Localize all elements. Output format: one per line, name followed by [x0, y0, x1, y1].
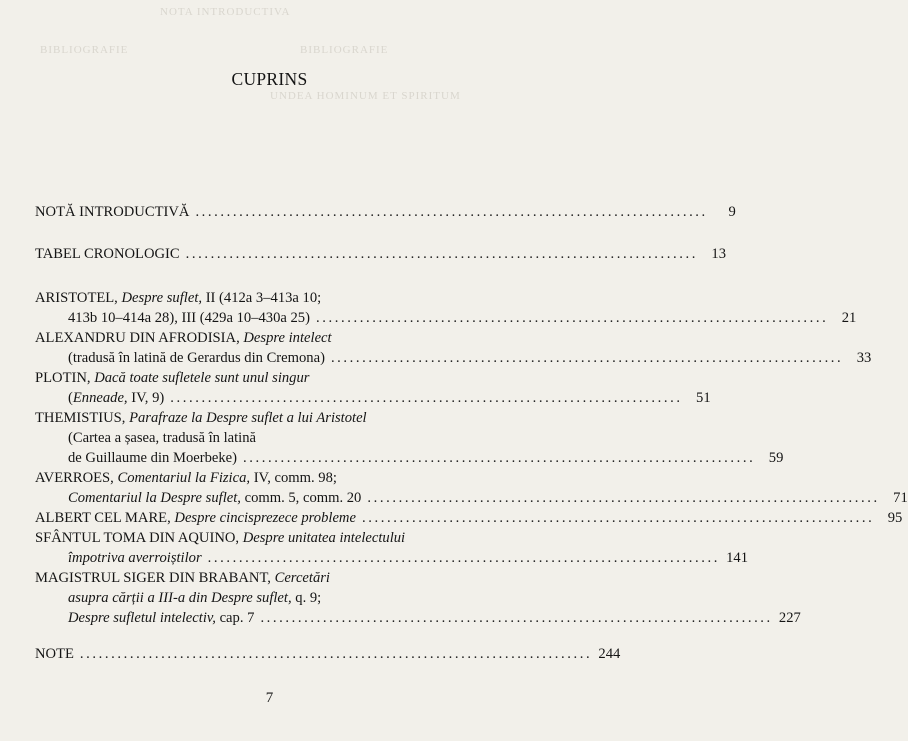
- page-ref: 9: [728, 204, 736, 220]
- page-ref: 33: [856, 350, 872, 366]
- entry-work: Despre suflet,: [121, 290, 203, 306]
- toc-entry-tabel-cronologic[interactable]: [35, 244, 727, 264]
- dot-leader: ..................................................................................: [79, 646, 593, 662]
- entry-details: q. 9;: [295, 590, 322, 606]
- entry-author: SFÂNTUL TOMA DIN AQUINO,: [35, 530, 240, 546]
- entry-details: comm. 5, comm. 20: [244, 490, 362, 506]
- open-paren: (: [68, 390, 73, 406]
- dot-leader: ..................................................................................: [330, 350, 844, 366]
- entry-author: ALEXANDRU DIN AFRODISIA,: [35, 330, 240, 346]
- toc-entry-aristotel-cont[interactable]: [35, 308, 857, 328]
- entry-title: NOTE: [35, 646, 74, 662]
- toc-entry-themistius-cont[interactable]: [35, 428, 499, 448]
- entry-details: IV, 9): [131, 390, 165, 406]
- entry-author: ALBERT CEL MARE,: [35, 510, 171, 526]
- entry-work: Despre cincisprezece probleme: [174, 510, 356, 526]
- toc-entry-plotin[interactable]: [35, 368, 499, 388]
- entry-work: Comentariul la Despre suflet,: [68, 490, 241, 506]
- toc-entry-plotin-cont[interactable]: [35, 388, 711, 408]
- entry-work: Enneade,: [72, 390, 128, 406]
- entry-details: II (412a 3–413a 10;: [205, 290, 322, 306]
- entry-author: PLOTIN,: [35, 370, 91, 386]
- dot-leader: ..................................................................................: [361, 510, 875, 526]
- dot-leader: ..................................................................................: [207, 550, 721, 566]
- toc-entry-themistius[interactable]: [35, 408, 499, 428]
- dot-leader: ..................................................................................: [315, 310, 829, 326]
- entry-work: Comentariul la Fizica,: [117, 470, 251, 486]
- bleed-through-text: BIBLIOGRAFIE: [40, 44, 129, 56]
- dot-leader: ..................................................................................: [170, 390, 683, 406]
- entry-work: Parafraze la Despre suflet a lui Aristotel: [129, 410, 367, 426]
- toc-entry-averroes[interactable]: [35, 468, 499, 488]
- bleed-through-text: BIBLIOGRAFIE: [300, 44, 389, 56]
- page-ref: 227: [778, 610, 801, 626]
- page-ref: 59: [768, 450, 784, 466]
- entry-work: împotriva averroiștilor: [68, 550, 202, 566]
- entry-work: Despre sufletul intelectiv,: [68, 610, 216, 626]
- entry-work: Despre unitatea intelectului: [242, 530, 406, 546]
- toc-entry-albert[interactable]: [35, 508, 903, 528]
- dot-leader: ..................................................................................: [185, 246, 699, 262]
- page-ref: 244: [598, 646, 621, 662]
- toc-entry-nota-introductiva[interactable]: [35, 202, 736, 222]
- entry-details: (Cartea a șasea, tradusă în latină: [68, 430, 257, 446]
- toc-entry-averroes-cont[interactable]: [35, 488, 908, 508]
- page-ref: 95: [887, 510, 903, 526]
- toc-entry-siger-cont[interactable]: [35, 588, 499, 608]
- entry-title: TABEL CRONOLOGIC: [35, 246, 180, 262]
- entry-author: ARISTOTEL,: [35, 290, 118, 306]
- toc-entry-aristotel[interactable]: [35, 288, 499, 308]
- bleed-through-text: UNDEA HOMINUM ET SPIRITUM: [270, 90, 461, 102]
- page-number: 7: [265, 690, 274, 706]
- bleed-through-text: NOTA INTRODUCTIVA: [160, 6, 291, 18]
- entry-details: cap. 7: [219, 610, 255, 626]
- entry-details: (tradusă în latină de Gerardus din Cremona): [68, 350, 325, 366]
- entry-details: de Guillaume din Moerbeke): [68, 450, 237, 466]
- entry-title: NOTĂ INTRODUCTIVĂ: [35, 204, 190, 220]
- entry-author: AVERROES,: [35, 470, 114, 486]
- page-ref: 21: [841, 310, 857, 326]
- page-ref: 51: [696, 390, 711, 406]
- toc-entry-alexandru[interactable]: [35, 328, 499, 348]
- dot-leader: ..................................................................................: [367, 490, 880, 506]
- entry-details: IV, comm. 98;: [253, 470, 337, 486]
- entry-details: 413b 10–414a 28), III (429a 10–430a 25): [68, 310, 310, 326]
- toc-entry-note[interactable]: [35, 644, 621, 664]
- toc-entry-toma-cont[interactable]: [35, 548, 749, 568]
- page-title: CUPRINS: [231, 69, 308, 89]
- toc-entry-siger-cont2[interactable]: [35, 608, 801, 628]
- toc-entry-toma[interactable]: [35, 528, 499, 548]
- toc-entry-alexandru-cont[interactable]: [35, 348, 872, 368]
- toc-entry-siger[interactable]: [35, 568, 499, 588]
- dot-leader: ..................................................................................: [243, 450, 756, 466]
- entry-work: Dacă toate sufletele sunt unul singur: [94, 370, 310, 386]
- page-ref: 13: [711, 246, 727, 262]
- entry-work: Cercetări: [274, 570, 330, 586]
- entry-work: Despre intelect: [243, 330, 332, 346]
- dot-leader: ..................................................................................: [260, 610, 773, 626]
- page-ref: 71: [893, 490, 908, 506]
- toc-entry-themistius-cont2[interactable]: [35, 448, 784, 468]
- page-ref: 141: [726, 550, 749, 566]
- entry-work: asupra cărții a III-a din Despre suflet,: [68, 590, 292, 606]
- entry-author: MAGISTRUL SIGER DIN BRABANT,: [35, 570, 271, 586]
- entry-author: THEMISTIUS,: [35, 410, 126, 426]
- dot-leader: ..................................................................................: [195, 204, 708, 220]
